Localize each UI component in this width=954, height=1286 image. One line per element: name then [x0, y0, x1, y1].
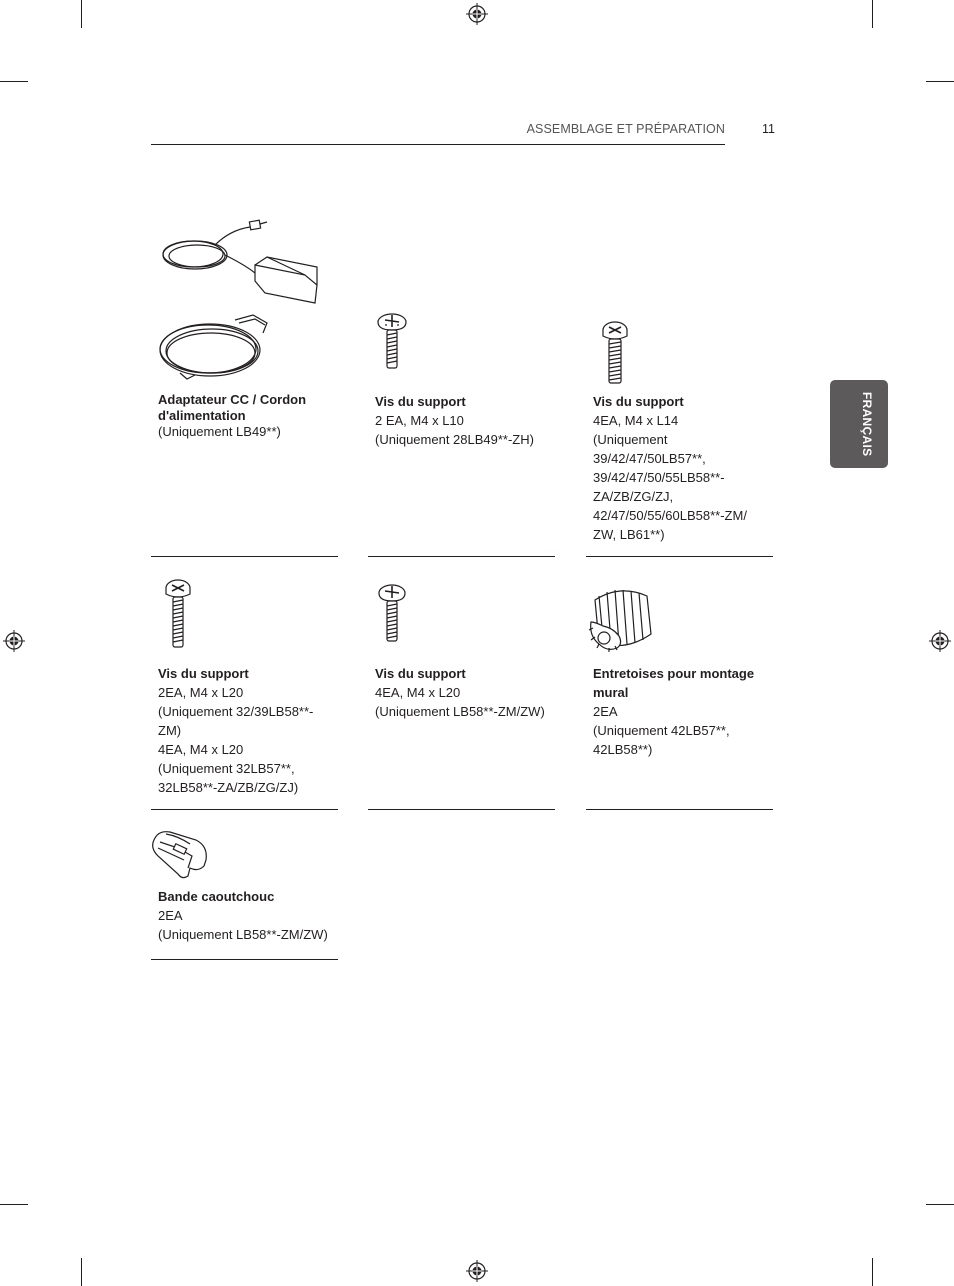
item-screw-medium — [593, 392, 780, 544]
item-divider — [151, 959, 338, 960]
item-title: Vis du support — [375, 666, 466, 681]
crop-mark — [926, 81, 954, 82]
screw-short-icon — [374, 312, 410, 372]
item-detail: ZW, LB61**) — [593, 527, 665, 542]
crop-mark — [872, 0, 873, 28]
item-detail: (Uniquement 42LB57**, — [593, 723, 730, 738]
item-detail: ZM) — [158, 723, 182, 738]
item-detail: 4EA, M4 x L14 — [593, 413, 679, 428]
item-divider — [151, 809, 338, 810]
item-title: Vis du support — [593, 394, 684, 409]
item-detail: (Uniquement LB58**-ZM/ZW) — [375, 704, 545, 719]
item-detail: 2EA — [593, 704, 618, 719]
item-detail: 4EA, M4 x L20 — [158, 742, 244, 757]
registration-mark-icon — [466, 1260, 488, 1282]
crop-mark — [81, 1258, 82, 1286]
item-detail: (Uniquement — [593, 432, 668, 447]
power-adapter-cord-icon — [155, 215, 325, 390]
item-screw-long-thin — [375, 664, 562, 721]
item-detail: (Uniquement LB58**-ZM/ZW) — [158, 927, 328, 942]
item-divider — [586, 809, 773, 810]
wall-spacer-icon — [585, 582, 655, 658]
item-detail: ZA/ZB/ZG/ZJ, — [593, 489, 674, 504]
item-detail: 39/42/47/50LB57**, — [593, 451, 706, 466]
item-title: Entretoises pour montage mural — [593, 666, 755, 700]
item-detail: (Uniquement 28LB49**-ZH) — [375, 432, 534, 447]
item-detail: 2 EA, M4 x L10 — [375, 413, 464, 428]
page-number: 11 — [762, 122, 775, 136]
crop-mark — [0, 81, 28, 82]
item-detail: 2EA — [158, 908, 183, 923]
item-detail: 2EA, M4 x L20 — [158, 685, 244, 700]
item-wall-spacer — [593, 664, 780, 759]
item-divider — [586, 556, 773, 557]
item-detail: (Uniquement 32/39LB58**- — [158, 704, 314, 719]
item-divider — [151, 556, 338, 557]
item-title: Adaptateur CC / Cordon d'alimentation — [158, 392, 307, 423]
item-screw-short — [375, 392, 562, 449]
crop-mark — [872, 1258, 873, 1286]
item-divider — [368, 809, 555, 810]
rubber-band-icon — [148, 826, 214, 884]
registration-mark-icon — [466, 3, 488, 25]
screw-long-thin-icon — [375, 583, 409, 645]
crop-mark — [926, 1204, 954, 1205]
item-detail: 42LB58**) — [593, 742, 653, 757]
crop-mark — [0, 1204, 28, 1205]
item-detail: 39/42/47/50/55LB58**- — [593, 470, 725, 485]
item-title: Vis du support — [375, 394, 466, 409]
screw-long-icon — [160, 578, 196, 650]
crop-mark — [81, 0, 82, 28]
item-detail: 32LB58**-ZA/ZB/ZG/ZJ) — [158, 780, 299, 795]
item-detail: (Uniquement LB49**) — [158, 424, 281, 439]
item-detail: 4EA, M4 x L20 — [375, 685, 461, 700]
item-detail: 42/47/50/55/60LB58**-ZM/ — [593, 508, 747, 523]
item-power-adapter — [158, 392, 345, 440]
item-title: Vis du support — [158, 666, 249, 681]
registration-mark-icon — [929, 630, 951, 652]
language-tab-label: FRANÇAIS — [860, 391, 874, 457]
item-title: Bande caoutchouc — [158, 889, 275, 904]
item-rubber-band — [158, 887, 345, 944]
header-rule — [151, 144, 725, 145]
item-divider — [368, 556, 555, 557]
registration-mark-icon — [3, 630, 25, 652]
section-title: ASSEMBLAGE ET PRÉPARATION — [526, 122, 725, 136]
item-screw-long — [158, 664, 345, 797]
item-detail: (Uniquement 32LB57**, — [158, 761, 295, 776]
screw-medium-icon — [597, 320, 633, 386]
